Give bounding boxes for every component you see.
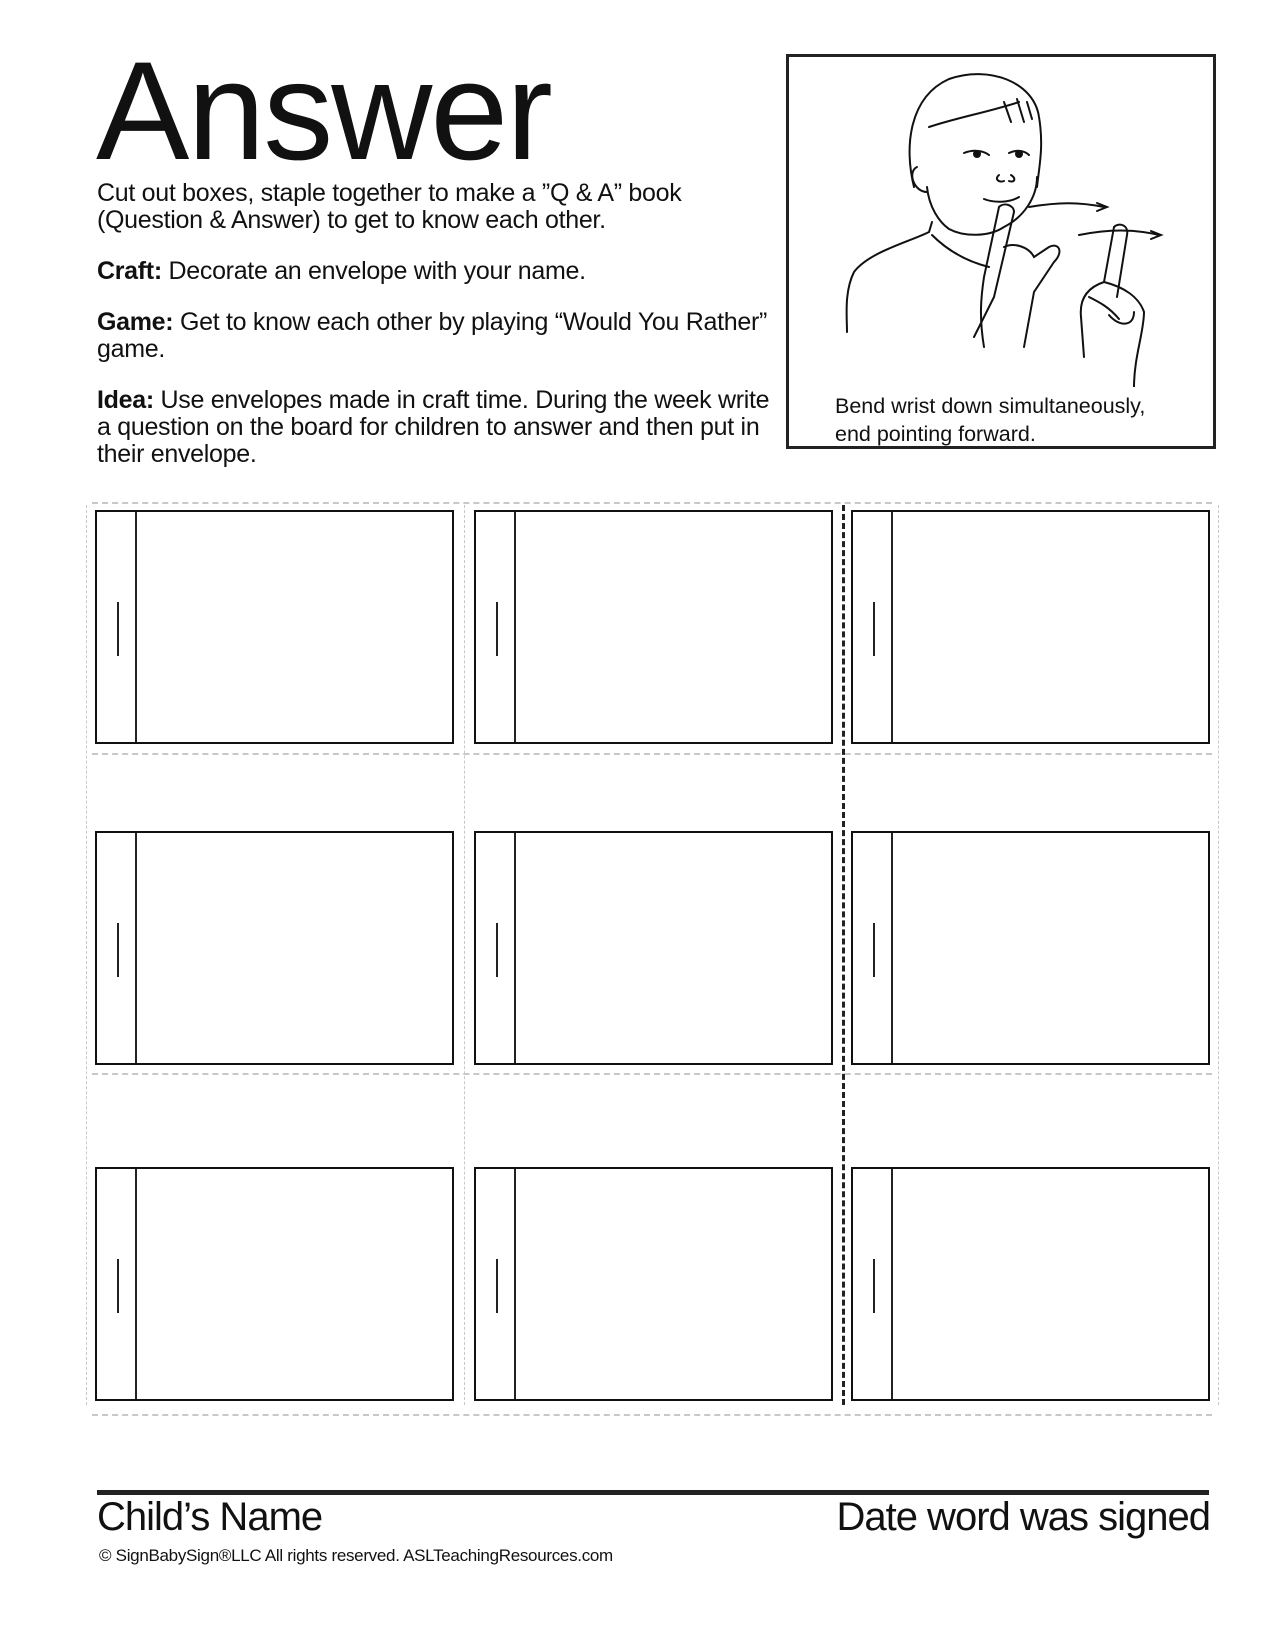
staple-mark [117, 923, 119, 977]
cutout-card [474, 510, 833, 744]
craft-instruction [97, 258, 777, 285]
staple-mark [873, 923, 875, 977]
cutout-card [851, 510, 1210, 744]
cutout-card [474, 831, 833, 1065]
staple-mark [117, 602, 119, 656]
staple-mark [496, 923, 498, 977]
date-signed-label: Date word was signed [836, 1495, 1210, 1539]
idea-text: Use envelopes made in craft time. During the week write a question on the board for children to answer and then put in their envelope. [97, 386, 770, 468]
instructions [97, 180, 777, 492]
cut-guide-horizontal [92, 1073, 1212, 1075]
cut-guide-vertical [86, 505, 87, 1405]
craft-text: Decorate an envelope with your name. [161, 257, 586, 285]
staple-mark [496, 1259, 498, 1313]
staple-tab [514, 1169, 516, 1399]
idea-instruction [97, 387, 777, 468]
caption-line-2: end pointing forward. [835, 422, 1036, 446]
cutout-card [851, 1167, 1210, 1401]
staple-tab [135, 512, 137, 742]
cut-guide-horizontal [92, 1414, 1212, 1416]
idea-label: Idea: [97, 386, 154, 414]
staple-tab [891, 512, 893, 742]
cutout-card [95, 510, 454, 744]
cut-guide-horizontal [92, 753, 1212, 755]
staple-tab [514, 833, 516, 1063]
cutout-card [95, 831, 454, 1065]
page-title: Answer [96, 32, 551, 189]
staple-tab [514, 512, 516, 742]
cutout-card [851, 831, 1210, 1065]
copyright-text: © SignBabySign®LLC All rights reserved. ASLTeachingResources.com [99, 1546, 613, 1565]
caption-line-1: Bend wrist down simultaneously, [835, 394, 1146, 418]
fold-guide-vertical [842, 505, 845, 1405]
game-text: Get to know each other by playing “Would You Rather” game. [97, 308, 768, 363]
staple-tab [135, 1169, 137, 1399]
cutout-card [95, 1167, 454, 1401]
staple-mark [873, 1259, 875, 1313]
staple-tab [891, 1169, 893, 1399]
cut-guide-vertical [464, 505, 465, 1405]
game-instruction [97, 309, 777, 363]
staple-mark [873, 602, 875, 656]
craft-label: Craft: [97, 257, 162, 285]
child-signing-illustration [789, 57, 1213, 387]
cut-guide-vertical [1218, 505, 1219, 1405]
intro-text: Cut out boxes, staple together to make a ”Q & A” book (Question & Answer) to get to know each other. [97, 179, 682, 234]
sign-caption [835, 392, 1145, 448]
staple-tab [891, 833, 893, 1063]
staple-mark [117, 1259, 119, 1313]
game-label: Game: [97, 308, 174, 336]
cut-guide-horizontal [92, 502, 1212, 504]
staple-tab [135, 833, 137, 1063]
child-name-label: Child’s Name [97, 1495, 323, 1539]
staple-mark [496, 602, 498, 656]
cutout-card [474, 1167, 833, 1401]
sign-illustration-box [786, 54, 1216, 449]
